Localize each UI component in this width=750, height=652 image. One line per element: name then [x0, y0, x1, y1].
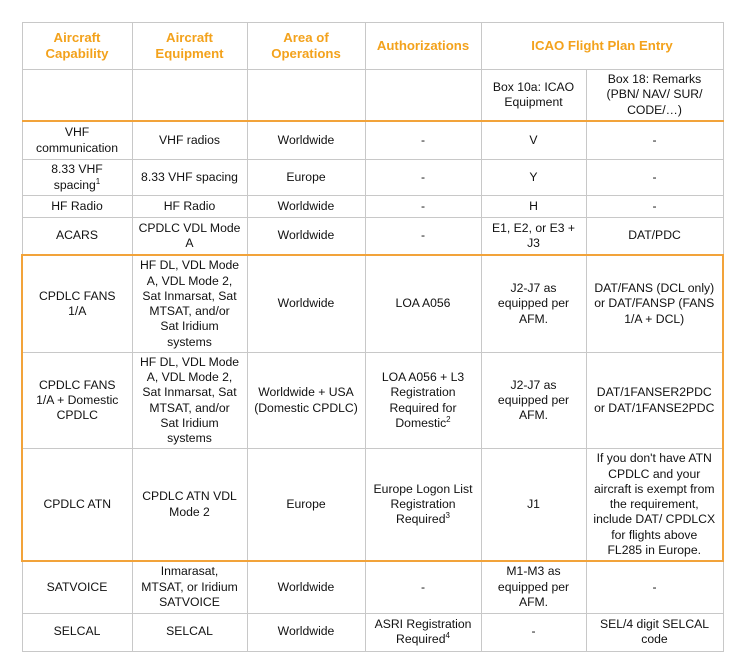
cell-box10a: J2-J7 as equipped per AFM.	[481, 255, 586, 352]
cell-box10a: Y	[481, 160, 586, 196]
subheader-empty	[22, 70, 132, 121]
footnote-marker: 3	[445, 511, 450, 521]
cell-area: Europe	[247, 160, 365, 196]
header-capability: Aircraft Capability	[22, 23, 132, 70]
cell-authorization	[365, 449, 481, 561]
cell-equipment: 8.33 VHF spacing	[132, 160, 247, 196]
cell-authorization: -	[365, 121, 481, 160]
flight-plan-table-container	[21, 22, 724, 652]
cell-box18: DAT/PDC	[586, 217, 723, 255]
cell-capability: VHF communication	[22, 121, 132, 160]
table-row	[22, 217, 723, 255]
cell-equipment: CPDLC VDL Mode A	[132, 217, 247, 255]
cell-box10a: J1	[481, 449, 586, 561]
table-row	[22, 160, 723, 196]
cell-authorization: -	[365, 195, 481, 217]
footnote-marker: 2	[446, 414, 451, 424]
cell-box10a: J2-J7 as equipped per AFM.	[481, 352, 586, 449]
cell-equipment: VHF radios	[132, 121, 247, 160]
cell-authorization: -	[365, 160, 481, 196]
cell-authorization-text: ASRI Registration Required	[374, 616, 472, 646]
table-row	[22, 613, 723, 651]
header-area: Area of Operations	[247, 23, 365, 70]
cell-box18: -	[586, 561, 723, 613]
cell-equipment: HF DL, VDL Mode A, VDL Mode 2, Sat Inmarsat, Sat MTSAT, and/or Sat Iridium systems	[132, 255, 247, 352]
footnote-marker: 1	[95, 176, 101, 186]
cell-box18: SEL/4 digit SELCAL code	[586, 613, 723, 651]
cell-area: Worldwide	[247, 561, 365, 613]
cell-box18: -	[586, 121, 723, 160]
cell-equipment: HF DL, VDL Mode A, VDL Mode 2, Sat Inmarsat, Sat MTSAT, and/or Sat Iridium systems	[132, 352, 247, 449]
cell-authorization	[365, 352, 481, 449]
cell-capability: CPDLC FANS 1/A	[22, 255, 132, 352]
cell-capability: CPDLC FANS 1/A + Domestic CPDLC	[22, 352, 132, 449]
cell-box10a: -	[481, 613, 586, 651]
cell-box10a: H	[481, 195, 586, 217]
cell-box18: DAT/1FANSER2PDC or DAT/1FANSE2PDC	[586, 352, 723, 449]
cell-capability: ACARS	[22, 217, 132, 255]
cell-box18: -	[586, 195, 723, 217]
flight-plan-table	[21, 22, 724, 652]
table-row	[22, 561, 723, 613]
cell-box18: If you don't have ATN CPDLC and your aircraft is exempt from the requirement, include DAT/ CPDLCX for flights above FL285 in Europe.	[586, 449, 723, 561]
subheader-empty	[365, 70, 481, 121]
subheader-box18: Box 18: Remarks (PBN/ NAV/ SUR/ CODE/…)	[586, 70, 723, 121]
cell-equipment: SELCAL	[132, 613, 247, 651]
cell-area: Worldwide	[247, 195, 365, 217]
cell-authorization-text: Europe Logon List Registration Required	[373, 481, 473, 527]
subheader-empty	[132, 70, 247, 121]
cell-equipment: Inmarasat, MTSAT, or Iridium SATVOICE	[132, 561, 247, 613]
cell-equipment: CPDLC ATN VDL Mode 2	[132, 449, 247, 561]
cell-capability: HF Radio	[22, 195, 132, 217]
cell-authorization: LOA A056	[365, 255, 481, 352]
footnote-marker: 4	[445, 630, 450, 640]
table-row	[22, 449, 723, 561]
cell-box18: DAT/FANS (DCL only) or DAT/FANSP (FANS 1/A + DCL)	[586, 255, 723, 352]
cell-area: Worldwide	[247, 613, 365, 651]
table-row	[22, 255, 723, 352]
cell-box10a: M1-M3 as equipped per AFM.	[481, 561, 586, 613]
cell-authorization: -	[365, 561, 481, 613]
header-authorizations: Authorizations	[365, 23, 481, 70]
cell-area: Worldwide	[247, 121, 365, 160]
table-row	[22, 195, 723, 217]
header-equipment: Aircraft Equipment	[132, 23, 247, 70]
header-icao: ICAO Flight Plan Entry	[481, 23, 723, 70]
cell-area: Europe	[247, 449, 365, 561]
cell-authorization	[365, 613, 481, 651]
subheader-empty	[247, 70, 365, 121]
cell-area: Worldwide + USA (Domestic CPDLC)	[247, 352, 365, 449]
subheader-box10a: Box 10a: ICAO Equipment	[481, 70, 586, 121]
subheader-row	[22, 70, 723, 121]
cell-capability	[22, 160, 132, 196]
cell-box10a: V	[481, 121, 586, 160]
cell-capability: SELCAL	[22, 613, 132, 651]
header-row	[22, 23, 723, 70]
table-row	[22, 352, 723, 449]
cell-authorization-text: LOA A056 + L3 Registration Required for Domestic	[381, 370, 465, 430]
cell-authorization: -	[365, 217, 481, 255]
cell-box10a: E1, E2, or E3 + J3	[481, 217, 586, 255]
cell-area: Worldwide	[247, 217, 365, 255]
cell-capability: SATVOICE	[22, 561, 132, 613]
cell-capability: CPDLC ATN	[22, 449, 132, 561]
cell-area: Worldwide	[247, 255, 365, 352]
cell-equipment: HF Radio	[132, 195, 247, 217]
cell-capability-text: 8.33 VHF spacing	[51, 162, 103, 192]
cell-box18: -	[586, 160, 723, 196]
table-row	[22, 121, 723, 160]
